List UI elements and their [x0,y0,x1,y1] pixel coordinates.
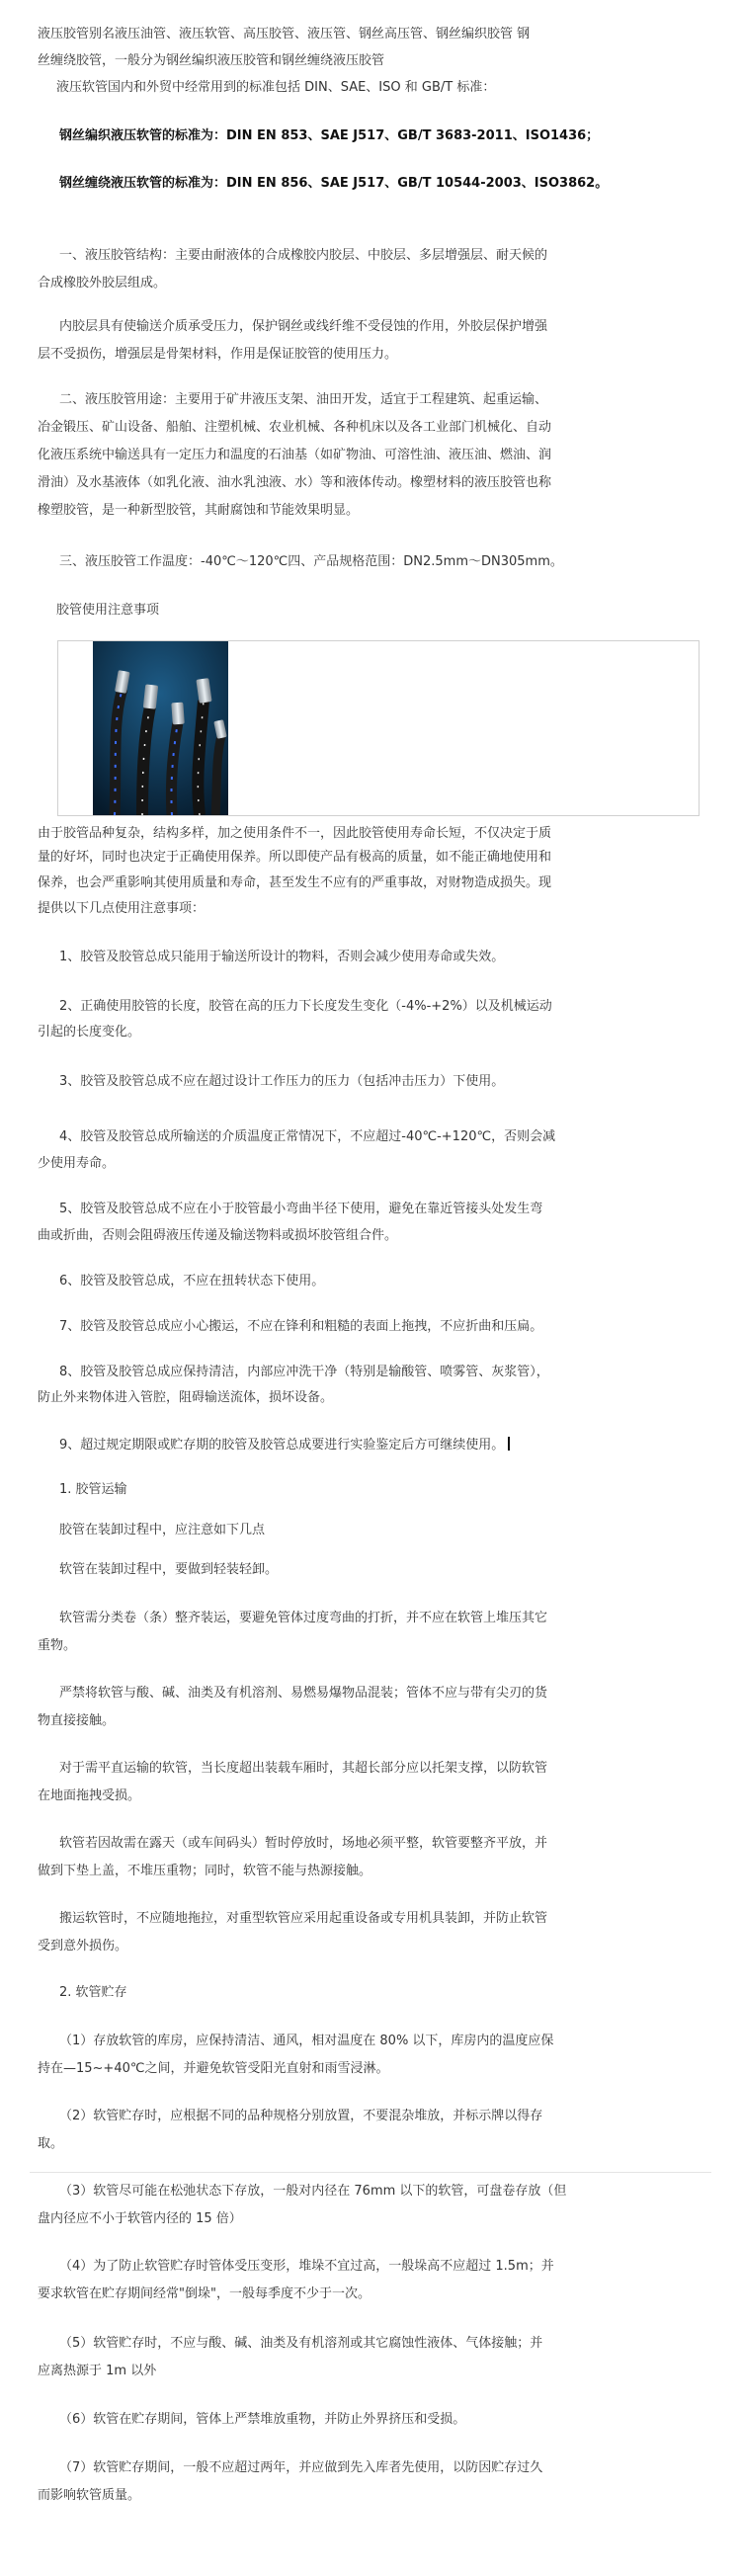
transport-line: 受到意外损伤。 [38,1939,128,1953]
note-line: 3、胶管及胶管总成不应在超过设计工作压力的压力（包括冲击压力）下使用。 [59,1074,505,1089]
storage-line: 应离热源于 1m 以外 [38,2364,157,2378]
transport-line: 重物。 [38,1638,77,1653]
usage-line: 橡塑胶管，是一种新型胶管，其耐腐蚀和节能效果明显。 [38,503,360,518]
note-line: 少使用寿命。 [38,1156,116,1171]
note-line: 1、胶管及胶管总成只能用于输送所设计的物料，否则会减少使用寿命或失效。 [59,950,505,964]
transport-line: 软管若因故需在露天（或车间码头）暂时停放时，场地必须平整，软管要整齐平放，并 [59,1836,548,1851]
temperature-line: 三、液压胶管工作温度：-40℃～120℃四、产品规格范围：DN2.5mm～DN305mm。 [59,554,563,569]
standards-intro: 液压软管国内和外贸中经常用到的标准包括 DIN、SAE、ISO 和 GB/T 标准： [56,80,496,95]
storage-line: （3）软管尽可能在松弛状态下存放，一般对内径在 76mm 以下的软管，可盘卷存放（但 [59,2184,567,2199]
transport-line: 做到下垫上盖，不堆压重物；同时，软管不能与热源接触。 [38,1864,372,1878]
spiral-standards: 钢丝缠绕液压软管的标准为：DIN EN 856、SAE J517、GB/T 10544-2003、ISO3862。 [59,176,609,191]
intro-line: 液压胶管别名液压油管、液压软管、高压胶管、液压管、钢丝高压管、钢丝编织胶管 钢 [38,27,531,42]
transport-line: 严禁将软管与酸、碱、油类及有机溶剂、易燃易爆物品混装；管体不应与带有尖刃的货 [59,1686,548,1701]
layers-line: 内胶层具有使输送介质承受压力，保护钢丝或线纤维不受侵蚀的作用，外胶层保护增强 [59,319,548,334]
storage-line: （5）软管贮存时，不应与酸、碱、油类及有机溶剂或其它腐蚀性液体、气体接触；并 [59,2336,543,2351]
storage-line: （1）存放软管的库房，应保持清洁、通风，相对温度在 80% 以下，库房内的温度应保 [59,2034,554,2048]
note-line: 7、胶管及胶管总成应小心搬运，不应在锋利和粗糙的表面上拖拽，不应折曲和压扁。 [59,1319,543,1334]
usage-line: 滑油）及水基液体（如乳化液、油水乳浊液、水）等和液体传动。橡塑材料的液压胶管也称 [38,475,552,490]
storage-line: 持在—15~+40℃之间，并避免软管受阳光直射和雨雪浸淋。 [38,2061,389,2076]
intro-line: 丝缠绕胶管，一般分为钢丝编织液压胶管和钢丝缠绕液压胶管 [38,53,385,68]
note-line: 引起的长度变化。 [38,1025,141,1039]
note-line: 6、胶管及胶管总成，不应在扭转状态下使用。 [59,1274,325,1288]
note-line: 4、胶管及胶管总成所输送的介质温度正常情况下，不应超过-40℃-+120℃，否则会减 [59,1129,556,1144]
transport-line: 物直接接触。 [38,1713,116,1728]
notice-title: 胶管使用注意事项 [56,603,160,618]
storage-line: 取。 [38,2136,64,2151]
transport-handle: 软管在装卸过程中，要做到轻装轻卸。 [59,1562,279,1577]
text-cursor [508,1437,510,1451]
note-line: 防止外来物体进入管腔，阻碍输送流体，损坏设备。 [38,1390,334,1405]
storage-line: （7）软管贮存期间，一般不应超过两年，并应做到先入库者先使用，以防因贮存过久 [59,2460,543,2475]
storage-line: 要求软管在贮存期间经常"倒垛"，一般每季度不少于一次。 [38,2286,370,2301]
note-line: 5、胶管及胶管总成不应在小于胶管最小弯曲半径下使用，避免在靠近管接头处发生弯 [59,1202,543,1216]
storage-line: 而影响软管质量。 [38,2488,141,2503]
storage-line: 盘内径应不小于软管内径的 15 倍） [38,2211,242,2226]
note-line [59,1435,510,1456]
note-line: 曲或折曲，否则会阻碍液压传递及输送物料或损坏胶管组合件。 [38,1228,398,1243]
transport-line: 在地面拖拽受损。 [38,1788,141,1803]
hose-photo [93,641,228,815]
storage-line: （6）软管在贮存期间，管体上严禁堆放重物，并防止外界挤压和受损。 [59,2412,466,2427]
notice-intro-line: 保养，也会严重影响其使用质量和寿命，甚至发生不应有的严重事故，对财物造成损失。现 [38,875,552,890]
note-line: 2、正确使用胶管的长度，胶管在高的压力下长度发生变化（-4%-+2%）以及机械运动 [59,999,552,1014]
storage-line: （4）为了防止软管贮存时管体受压变形，堆垛不宜过高，一般垛高不应超过 1.5m；并 [59,2259,554,2274]
usage-line: 冶金锻压、矿山设备、船舶、注塑机械、农业机械、各种机床以及各工业部门机械化、自动 [38,420,552,435]
braided-standards: 钢丝编织液压软管的标准为：DIN EN 853、SAE J517、GB/T 3683-2011、ISO1436； [59,128,600,143]
usage-line: 化液压系统中输送具有一定压力和温度的石油基（如矿物油、可溶性油、液压油、燃油、润 [38,448,552,462]
note-text: 9、超过规定期限或贮存期的胶管及胶管总成要进行实验鉴定后方可继续使用。 [59,1438,505,1453]
transport-line: 搬运软管时，不应随地拖拉，对重型软管应采用起重设备或专用机具装卸，并防止软管 [59,1911,548,1926]
storage-line: （2）软管贮存时，应根据不同的品种规格分别放置，不要混杂堆放，并标示牌以得存 [59,2109,543,2123]
hydraulic-hose-image [93,641,228,815]
transport-intro: 胶管在装卸过程中，应注意如下几点 [59,1523,266,1537]
notice-intro-line: 量的好坏，同时也决定于正确使用保养。所以即使产品有极高的质量，如不能正确地使用和 [38,850,552,865]
structure-line: 一、液压胶管结构：主要由耐液体的合成橡胶内胶层、中胶层、多层增强层、耐天候的 [59,248,548,263]
storage-title: 2. 软管贮存 [59,1985,127,2000]
usage-line: 二、液压胶管用途：主要用于矿井液压支架、油田开发，适宜于工程建筑、起重运输、 [59,392,548,407]
notice-intro-line: 提供以下几点使用注意事项： [38,901,206,916]
transport-line: 软管需分类卷（条）整齐装运，要避免管体过度弯曲的打折，并不应在软管上堆压其它 [59,1611,548,1625]
transport-title: 1. 胶管运输 [59,1482,127,1497]
structure-line: 合成橡胶外胶层组成。 [38,276,167,291]
section-divider [30,2172,711,2173]
notice-intro-line: 由于胶管品种复杂，结构多样，加之使用条件不一，因此胶管使用寿命长短，不仅决定于质 [38,826,552,841]
layers-line: 层不受损伤，增强层是骨架材料，作用是保证胶管的使用压力。 [38,347,398,362]
transport-line: 对于需平直运输的软管，当长度超出装载车厢时，其超长部分应以托架支撑，以防软管 [59,1761,548,1776]
note-line: 8、胶管及胶管总成应保持清洁，内部应冲洗干净（特别是输酸管、喷雾管、灰浆管）， [59,1365,549,1379]
